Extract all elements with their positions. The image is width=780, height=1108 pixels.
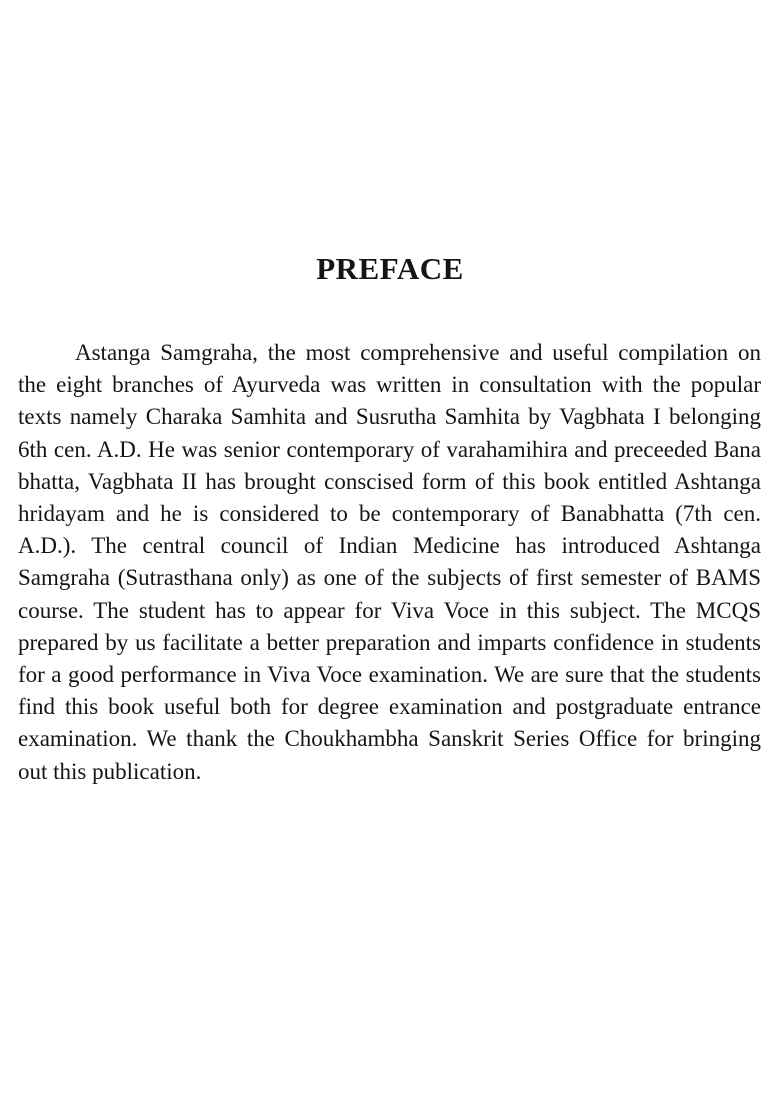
page-title: PREFACE	[316, 251, 464, 286]
preface-paragraph: Astanga Samgraha, the most comprehensive and useful compilation on the eight branches of Ayurveda was written in consultation with the popular texts namely Charaka Samhita and Susrutha Samhita by Vagbhata I belonging 6th cen. A.D. He was senior contemporary of varahamihira and preceeded Bana bhatta, Vagbhata II has brought conscised form of this book entitled Ashtanga hridayam and he is considered to be contemporary of Banabhatta (7th cen. A.D.). The central council of Indian Medicine has introduced Ashtanga Samgraha (Sutrasthana only) as one of the subjects of first semester of BAMS course. The student has to appear for Viva Voce in this subject. The MCQS prepared by us facilitate a better preparation and imparts confidence in students for a good performance in Viva Voce examination. We are sure that the students find this book useful both for degree examination and postgraduate entrance examination. We thank the Choukhambha Sanskrit Series Office for bringing out this publication.	[18, 340, 761, 784]
